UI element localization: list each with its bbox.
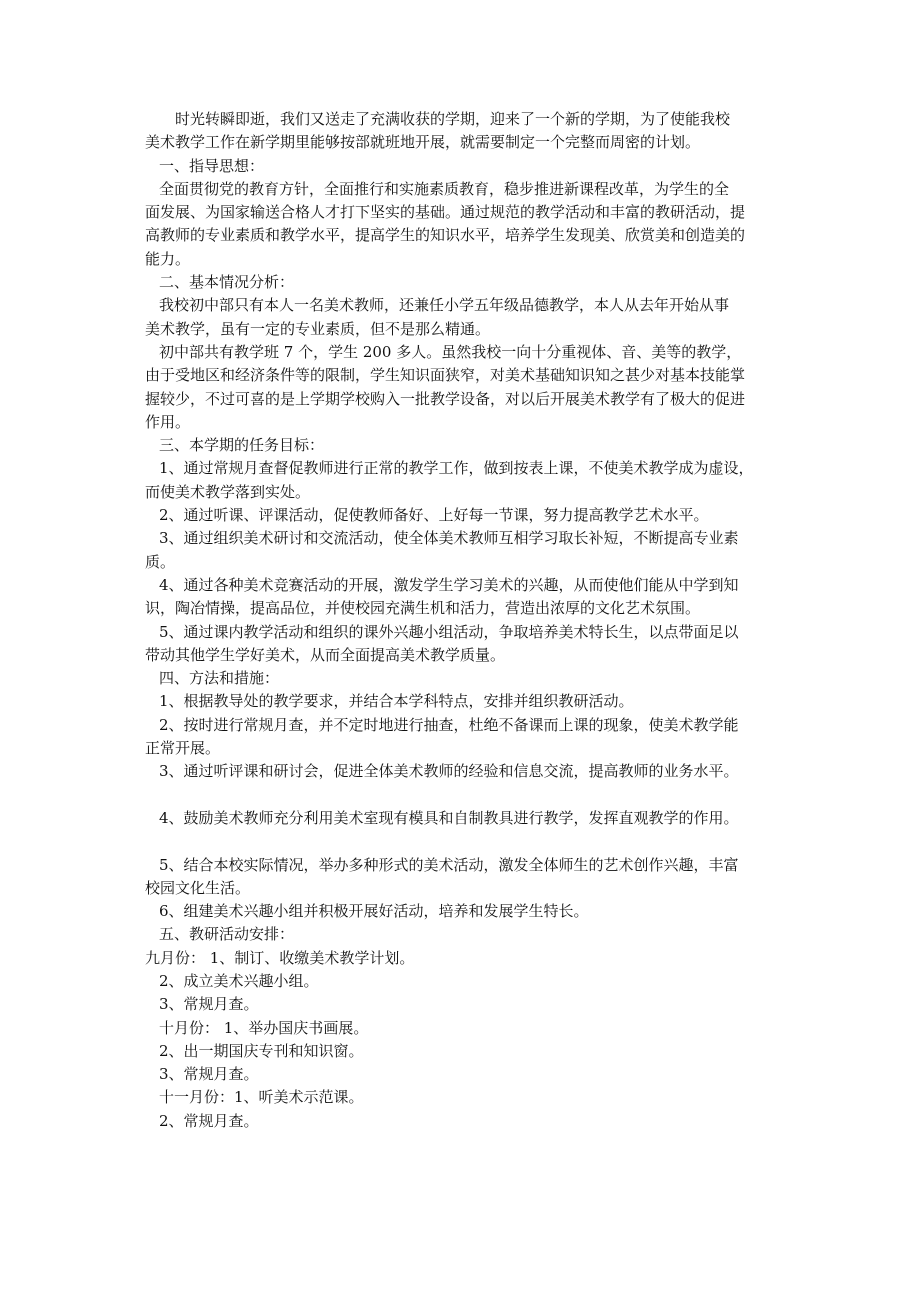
section-heading: 三、本学期的任务目标： [159, 436, 325, 455]
paragraph-line: 由于受地区和经济条件等的限制，学生知识面狭窄，对美术基础知识知之甚少对基本技能掌 [145, 366, 746, 385]
list-item-line: 4、鼓励美术教师充分利用美术室现有模具和自制教具进行教学，发挥直观教学的作用。 [159, 808, 739, 827]
list-item-line: 1、通过常规月查督促教师进行正常的教学工作，做到按表上课，不使美术教学成为虚设， [159, 459, 754, 478]
list-item-line: 识，陶冶情操，提高品位，并使校园充满生机和活力，营造出浓厚的文化艺术氛围。 [145, 599, 701, 618]
paragraph-line: 美术教学工作在新学期里能够按部就班地开展，就需要制定一个完整而周密的计划。 [145, 133, 701, 152]
paragraph-line: 高教师的专业素质和教学水平，提高学生的知识水平，培养学生发现美、欣赏美和创造美的 [145, 226, 746, 245]
paragraph-line: 能力。 [145, 249, 191, 268]
blank-line [145, 830, 785, 853]
schedule-line: 2、成立美术兴趣小组。 [159, 971, 319, 990]
schedule-line: 十一月份：1、听美术示范课。 [159, 1088, 364, 1107]
list-item-line: 5、通过课内教学活动和组织的课外兴趣小组活动，争取培养美术特长生，以点带面足以 [159, 622, 739, 641]
list-item-line: 3、通过组织美术研讨和交流活动，使全体美术教师互相学习取长补短，不断提高专业素 [159, 529, 739, 548]
section-heading: 五、教研活动安排： [159, 925, 295, 944]
list-item-line: 5、结合本校实际情况，举办多种形式的美术活动，激发全体师生的艺术创作兴趣，丰富 [159, 855, 739, 874]
section-heading: 二、基本情况分析： [159, 273, 295, 292]
list-item-line: 正常开展。 [145, 739, 221, 758]
schedule-line: 3、常规月查。 [159, 995, 259, 1014]
paragraph-line: 握较少，不过可喜的是上学期学校购入一批教学设备，对以后开展美术教学有了极大的促进 [145, 389, 746, 408]
schedule-line: 2、常规月查。 [159, 1111, 259, 1130]
list-item-line: 4、通过各种美术竞赛活动的开展，激发学生学习美术的兴趣，从而使他们能从中学到知 [159, 575, 739, 594]
list-item-line: 3、通过听评课和研讨会，促进全体美术教师的经验和信息交流，提高教师的业务水平。 [159, 762, 739, 781]
schedule-line: 十月份： 1、举办国庆书画展。 [159, 1018, 369, 1037]
document-body [145, 108, 785, 1133]
blank-line [145, 784, 785, 807]
section-heading: 四、方法和措施： [159, 669, 280, 688]
schedule-line: 九月份： 1、制订、收缴美术教学计划。 [145, 948, 415, 967]
paragraph-line: 我校初中部只有本人一名美术教师，还兼任小学五年级品德教学，本人从去年开始从事 [159, 296, 730, 315]
schedule-line: 2、出一期国庆专刊和知识窗。 [159, 1041, 364, 1060]
paragraph-line: 时光转瞬即逝，我们又送走了充满收获的学期，迎来了一个新的学期，为了使能我校 [175, 110, 731, 128]
schedule-line: 3、常规月查。 [159, 1065, 259, 1084]
paragraph-line: 面发展、为国家输送合格人才打下坚实的基础。通过规范的教学活动和丰富的教研活动，提 [145, 203, 746, 222]
list-item-line: 校园文化生活。 [145, 878, 251, 897]
list-item-line: 而使美术教学落到实处。 [145, 482, 311, 501]
list-item-line: 2、按时进行常规月查，并不定时地进行抽查，杜绝不备课而上课的现象，使美术教学能 [159, 715, 739, 734]
paragraph-line: 美术教学，虽有一定的专业素质，但不是那么精通。 [145, 319, 491, 338]
paragraph-line: 初中部共有教学班 7 个，学生 200 多人。虽然我校一向十分重视体、音、美等的教学， [159, 342, 742, 361]
list-item-line: 质。 [145, 552, 176, 571]
paragraph-line: 作用。 [145, 412, 191, 431]
list-item-line: 1、根据教导处的教学要求，并结合本学科特点，安排并组织教研活动。 [159, 692, 634, 711]
list-item-line: 6、组建美术兴趣小组并积极开展好活动，培养和发展学生特长。 [159, 902, 589, 921]
section-heading: 一、指导思想： [159, 156, 265, 175]
paragraph-line: 全面贯彻党的教育方针，全面推行和实施素质教育，稳步推进新课程改革，为学生的全 [159, 179, 730, 198]
list-item-line: 2、通过听课、评课活动，促使教师备好、上好每一节课，努力提高教学艺术水平。 [159, 506, 709, 525]
list-item-line: 带动其他学生学好美术，从而全面提高美术教学质量。 [145, 645, 506, 664]
